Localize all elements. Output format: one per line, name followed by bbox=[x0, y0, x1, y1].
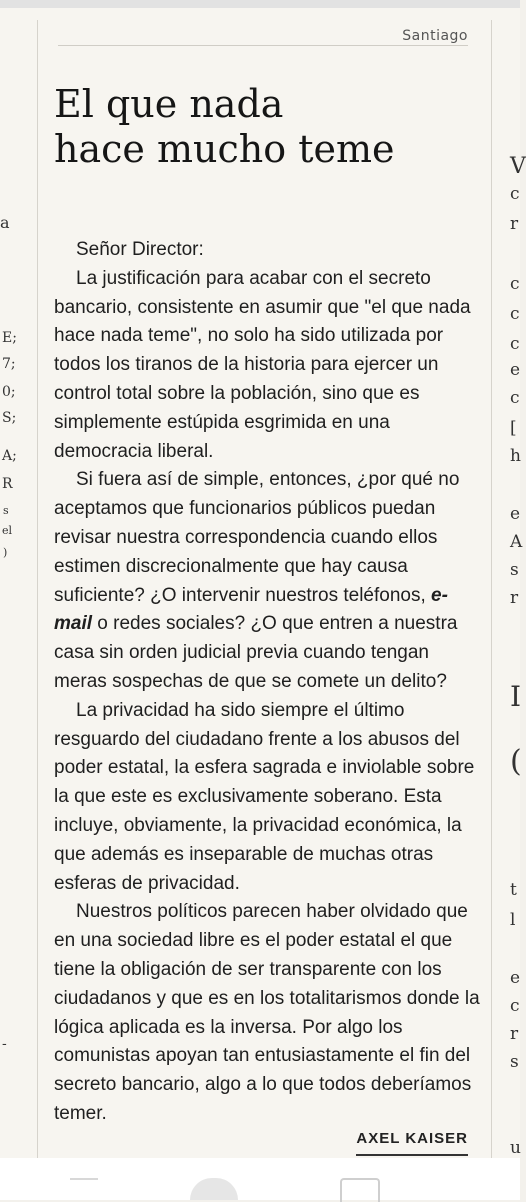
right-fragment: I bbox=[510, 680, 522, 713]
right-fragment: r bbox=[510, 1024, 519, 1044]
right-fragment: V bbox=[510, 154, 526, 179]
right-fragment: A bbox=[510, 532, 523, 552]
left-fragment: R bbox=[2, 476, 13, 492]
author-signature: AXEL KAISER bbox=[356, 1130, 468, 1147]
right-fragment: h bbox=[510, 446, 521, 466]
right-fragment: c bbox=[510, 184, 520, 204]
right-fragment: r bbox=[510, 214, 519, 234]
left-fragment: 7; bbox=[2, 356, 16, 372]
paragraph-4: Nuestros políticos parecen haber olvidado que en una sociedad libre es el poder estatal el que tiene la obligación de ser transparente con los ciudadanos y que es en los totalitarismos donde la lógica aplicada es la inversa. Por algo los comunistas apoyan tan entusiastamente el fin del secreto bancario, algo a lo que todos deberíamos temer. bbox=[54, 901, 480, 1124]
right-fragment: r bbox=[510, 588, 519, 608]
right-fragment: c bbox=[510, 334, 520, 354]
section-header: Santiago bbox=[402, 28, 468, 44]
right-fragment: u bbox=[510, 1138, 521, 1158]
browser-top-bar bbox=[0, 0, 520, 8]
right-fragment: c bbox=[510, 996, 520, 1016]
left-fragment: 0; bbox=[2, 384, 16, 400]
nav-back-icon[interactable] bbox=[70, 1178, 98, 1202]
right-fragment: c bbox=[510, 388, 520, 408]
header-rule bbox=[58, 45, 468, 46]
title-line-1: El que nada bbox=[54, 82, 284, 126]
email-word: e-mail bbox=[54, 584, 448, 635]
nav-recent-apps-icon[interactable] bbox=[340, 1178, 380, 1202]
nav-home-icon[interactable] bbox=[190, 1178, 238, 1200]
bottom-navigation-bar bbox=[0, 1158, 520, 1200]
right-fragment: [ bbox=[510, 418, 517, 438]
right-fragment: s bbox=[510, 1052, 519, 1072]
paragraph-2-end: o redes sociales? ¿O que entren a nuestra casa sin orden judicial previa cuando tengan meras sospechas de que se comete un delito? bbox=[54, 613, 458, 692]
right-fragment: c bbox=[510, 274, 520, 294]
salutation: Señor Director: bbox=[76, 239, 204, 260]
right-fragment: e bbox=[510, 360, 521, 380]
left-fragment: E; bbox=[2, 330, 17, 346]
right-column-rule bbox=[491, 20, 492, 1158]
right-fragment: e bbox=[510, 968, 521, 988]
left-fragment: S; bbox=[2, 410, 17, 426]
right-fragment: t bbox=[510, 880, 517, 900]
signature-underline bbox=[356, 1154, 468, 1156]
right-fragment: s bbox=[510, 560, 519, 580]
article-title bbox=[54, 82, 474, 172]
left-fragment: - bbox=[2, 1036, 7, 1052]
paragraph-1: La justificación para acabar con el secreto bancario, consistente en asumir que "el que nada hace nada teme", no solo ha sido utilizada por todos los tiranos de la historia para ejercer un control total sobre la población, sino que es simplemente estúpida esgrimida en una democracia liberal. bbox=[54, 267, 471, 462]
paragraph-2-start: Si fuera así de simple, entonces, ¿por qué no aceptamos que funcionarios públicos puedan revisar nuestra correspondencia cuando ellos estimen discrecionalmente que hay causa suficiente? ¿O intervenir nuestros teléfonos, bbox=[54, 469, 460, 606]
right-fragment: c bbox=[510, 304, 520, 324]
newspaper-page bbox=[0, 8, 526, 1158]
left-fragment: el bbox=[2, 524, 13, 537]
title-line-2: hace mucho teme bbox=[54, 127, 395, 171]
article-body bbox=[54, 236, 482, 1129]
paragraph-3: La privacidad ha sido siempre el último resguardo del ciudadano frente a los abusos del poder estatal, la esfera sagrada e inviolable sobre la que este es exclusivamente soberano. Esta incluye, obviamente, la privacidad económica, la que además es inseparable de muchas otras esferas de privacidad. bbox=[54, 699, 475, 894]
left-column-rule bbox=[37, 20, 38, 1158]
right-fragment: ( bbox=[510, 744, 522, 779]
left-fragment: A; bbox=[2, 448, 17, 464]
right-fragment: l bbox=[510, 910, 516, 930]
left-fragment: s bbox=[3, 504, 9, 517]
right-fragment: e bbox=[510, 504, 521, 524]
paragraph-2 bbox=[54, 466, 482, 696]
left-fragment: a bbox=[0, 213, 10, 232]
left-fragment: ) bbox=[3, 546, 8, 559]
